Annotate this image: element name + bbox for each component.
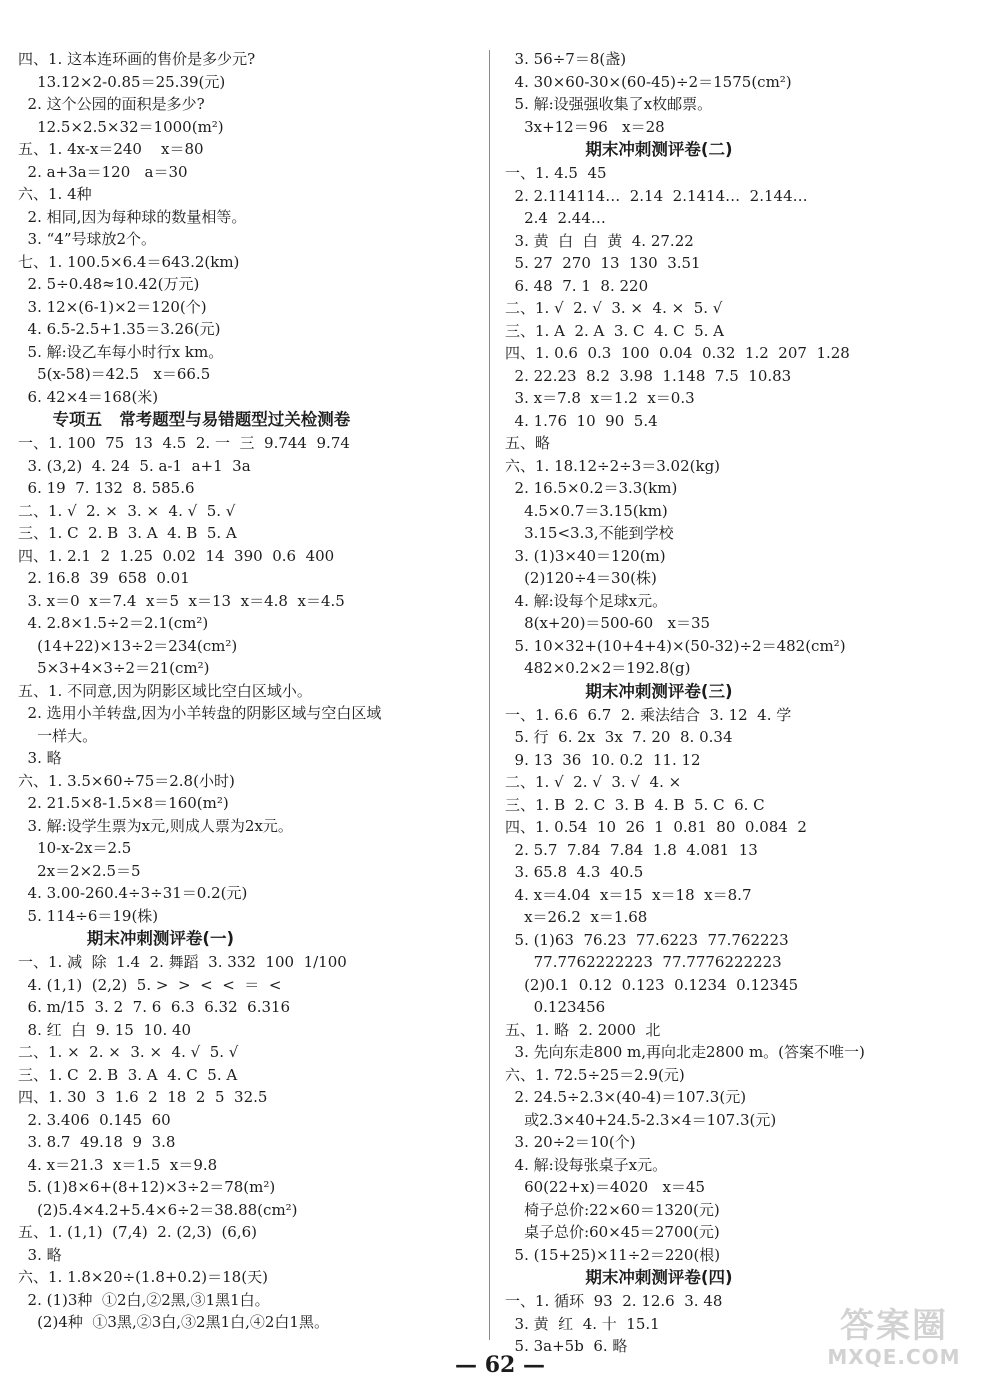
column-divider xyxy=(489,50,490,1340)
answer-line: 四、1. 0.6 0.3 100 0.04 0.32 1.2 207 1.28 xyxy=(505,344,850,362)
answer-line: 2. 22.23 8.2 3.98 1.148 7.5 10.83 xyxy=(505,366,792,385)
answer-line: 5. (15+25)×11÷2＝220(根) xyxy=(505,1245,721,1264)
answer-line: 一、1. 循环 93 2. 12.6 3. 48 xyxy=(505,1292,723,1310)
answer-line: 3. (1)3×40＝120(m) xyxy=(505,546,666,565)
answer-line: 3. “4”号球放2个。 xyxy=(18,230,157,248)
answer-line: 6. m/15 3. 2 7. 6 6.3 6.32 6.316 xyxy=(18,998,291,1016)
answer-line: 2. 选用小羊转盘,因为小羊转盘的阴影区域与空白区域 xyxy=(18,704,382,722)
answer-line: 4. (1,1) (2,2) 5. > > < < ＝ < xyxy=(18,975,282,994)
answer-line: 9. 13 36 10. 0.2 11. 12 xyxy=(505,750,701,769)
answer-line: 六、1. 4种 xyxy=(18,185,92,203)
answer-line: 2. 相同,因为每种球的数量相等。 xyxy=(18,207,247,226)
answer-line: 3. 65.8 4.3 40.5 xyxy=(505,863,644,881)
answer-line: 5. 解:设强强收集了x枚邮票。 xyxy=(505,95,713,113)
answer-line: (2)120÷4＝30(株) xyxy=(505,569,657,587)
watermark-logo xyxy=(814,1306,974,1374)
answer-line: 5(x-58)＝42.5 x＝66.5 xyxy=(18,365,211,383)
answer-line: 2. 这个公园的面积是多少? xyxy=(18,95,205,113)
answer-line: 六、1. 1.8×20÷(1.8+0.2)＝18(天) xyxy=(18,1268,268,1286)
answer-line: 0.123456 xyxy=(505,998,606,1016)
answer-line: x＝26.2 x＝1.68 xyxy=(505,908,648,926)
answer-line: 或2.3×40+24.5-2.3×4＝107.3(元) xyxy=(505,1110,777,1129)
answer-line: 一、1. 6.6 6.7 2. 乘法结合 3. 12 4. 学 xyxy=(505,705,792,724)
answer-line: 2. a+3a＝120 a＝30 xyxy=(18,162,188,181)
answer-line: 六、1. 72.5÷25＝2.9(元) xyxy=(505,1065,685,1084)
answer-line: 2. (1)3种 ①2白,②2黑,③1黑1白。 xyxy=(18,1290,270,1309)
section-title: 期末冲刺测评卷(三) xyxy=(505,681,733,701)
answer-line: 一、1. 减 除 1.4 2. 舞蹈 3. 332 100 1/100 xyxy=(18,953,347,971)
answer-line: 5. 3a+5b 6. 略 xyxy=(505,1337,628,1355)
answer-line: 5. 27 270 13 130 3.51 xyxy=(505,254,701,272)
answer-line: 3. 略 xyxy=(18,749,62,767)
answer-line: 五、1. 4x-x＝240 x＝80 xyxy=(18,140,204,158)
answer-line: 2. 21.5×8-1.5×8＝160(m²) xyxy=(18,794,229,812)
answer-line: 13.12×2-0.85＝25.39(元) xyxy=(18,72,226,91)
answer-line: 3.15<3.3,不能到学校 xyxy=(505,524,674,542)
answer-line: 六、1. 18.12÷2÷3＝3.02(kg) xyxy=(505,456,721,475)
answer-line: 6. 19 7. 132 8. 585.6 xyxy=(18,479,195,497)
answer-line: 5. (1)8×6+(8+12)×3÷2＝78(m²) xyxy=(18,1178,276,1196)
answer-line: 三、1. C 2. B 3. A 4. B 5. A xyxy=(18,524,237,542)
answer-line: 四、1. 这本连环画的售价是多少元? xyxy=(18,50,256,68)
answer-line: 6. 48 7. 1 8. 220 xyxy=(505,276,649,295)
answer-line: 四、1. 30 3 1.6 2 18 2 5 32.5 xyxy=(18,1088,268,1106)
answer-line: (2)5.4×4.2+5.4×6÷2＝38.88(cm²) xyxy=(18,1200,298,1219)
answer-line: 4. 1.76 10 90 5.4 xyxy=(505,411,658,430)
left-answer-column xyxy=(18,48,480,1334)
answer-line: 10-x-2x＝2.5 xyxy=(18,839,132,857)
answer-line: 482×0.2×2＝192.8(g) xyxy=(505,659,691,677)
watermark-url: MXQE.COM xyxy=(827,1345,961,1369)
answer-line: 3. x＝7.8 x＝1.2 x＝0.3 xyxy=(505,389,695,407)
answer-line: 二、1. √ 2. × 3. × 4. √ 5. √ xyxy=(18,501,236,520)
answer-line: 4. 解:设每张桌子x元。 xyxy=(505,1155,668,1174)
answer-line: 一、1. 100 75 13 4.5 2. 一 三 9.744 9.74 xyxy=(18,434,350,452)
answer-line: 5×3+4×3÷2＝21(cm²) xyxy=(18,659,210,677)
answer-line: 2. 16.8 39 658 0.01 xyxy=(18,569,190,587)
answer-line: 2.4 2.44… xyxy=(505,209,606,227)
answer-line: (2)4种 ①3黑,②3白,③2黑1白,④2白1黑。 xyxy=(18,1313,329,1331)
answer-line: 3. x＝0 x＝7.4 x＝5 x＝13 x＝4.8 x＝4.5 xyxy=(18,591,345,610)
answer-line: 5. 解:设乙车每小时行x km。 xyxy=(18,342,224,361)
answer-line: 4.5×0.7＝3.15(km) xyxy=(505,501,668,520)
answer-line: 3. 56÷7＝8(盏) xyxy=(505,50,627,68)
watermark-logo-text: 答案圈 xyxy=(840,1306,948,1346)
answer-line: 五、1. (1,1) (7,4) 2. (2,3) (6,6) xyxy=(18,1223,258,1241)
answer-line: 三、1. C 2. B 3. A 4. C 5. A xyxy=(18,1065,238,1084)
section-title: 期末冲刺测评卷(二) xyxy=(505,140,733,159)
answer-line: 二、1. √ 2. √ 3. √ 4. × xyxy=(505,773,682,791)
answer-line: 3. (3,2) 4. 24 5. a-1 a+1 3a xyxy=(18,456,251,475)
answer-line: 2. 24.5÷2.3×(40-4)＝107.3(元) xyxy=(505,1088,747,1106)
answer-line: 3. 20÷2＝10(个) xyxy=(505,1133,636,1151)
answer-line: 8(x+20)＝500-60 x＝35 xyxy=(505,614,711,632)
answer-line: 4. 解:设每个足球x元。 xyxy=(505,591,668,610)
answer-line: 5. 114÷6＝19(株) xyxy=(18,906,159,925)
answer-line: 二、1. × 2. × 3. × 4. √ 5. √ xyxy=(18,1043,239,1061)
answer-line: 二、1. √ 2. √ 3. × 4. × 5. √ xyxy=(505,299,723,317)
answer-line: 4. x＝21.3 x＝1.5 x＝9.8 xyxy=(18,1155,218,1174)
answer-line: 3. 8.7 49.18 9 3.8 xyxy=(18,1133,176,1151)
answer-line: 2. 3.406 0.145 60 xyxy=(18,1110,171,1129)
answer-line: 2. 16.5×0.2＝3.3(km) xyxy=(505,479,678,497)
answer-line: 五、1. 不同意,因为阴影区域比空白区域小。 xyxy=(18,681,312,700)
answer-line: 三、1. A 2. A 3. C 4. C 5. A xyxy=(505,321,724,340)
answer-line: 5. 10×32+(10+4+4)×(50-32)÷2＝482(cm²) xyxy=(505,636,846,655)
answer-line: 3. 黄 红 4. 十 15.1 xyxy=(505,1314,660,1333)
answer-line: 4. 30×60-30×(60-45)÷2＝1575(cm²) xyxy=(505,72,792,91)
answer-line: 3. 12×(6-1)×2＝120(个) xyxy=(18,297,207,316)
answer-line: 四、1. 2.1 2 1.25 0.02 14 390 0.6 400 xyxy=(18,546,335,565)
answer-line: (14+22)×13÷2＝234(cm²) xyxy=(18,636,238,655)
section-title: 期末冲刺测评卷(四) xyxy=(505,1268,733,1287)
answer-line: 椅子总价:22×60＝1320(元) xyxy=(505,1200,720,1219)
answer-line: 2x＝2×2.5＝5 xyxy=(18,861,141,880)
answer-line: 4. 3.00-260.4÷3÷31＝0.2(元) xyxy=(18,884,248,902)
answer-line: 3. 解:设学生票为x元,则成人票为2x元。 xyxy=(18,816,293,835)
answer-line: 七、1. 100.5×6.4＝643.2(km) xyxy=(18,252,240,271)
answer-line: 四、1. 0.54 10 26 1 0.81 80 0.084 2 xyxy=(505,818,807,836)
answer-line: 三、1. B 2. C 3. B 4. B 5. C 6. C xyxy=(505,795,765,814)
answer-line: 一样大。 xyxy=(18,726,98,745)
answer-line: (2)0.1 0.12 0.123 0.1234 0.12345 xyxy=(505,975,799,994)
answer-line: 60(22+x)＝4020 x＝45 xyxy=(505,1178,706,1196)
right-answer-column xyxy=(505,48,983,1358)
answer-line: 3. 略 xyxy=(18,1245,62,1264)
answer-line: 3x+12＝96 x＝28 xyxy=(505,117,665,136)
answer-line: 8. 红 白 9. 15 10. 40 xyxy=(18,1020,192,1039)
answer-line: 6. 42×4＝168(米) xyxy=(18,387,159,406)
answer-line: 5. (1)63 76.23 77.6223 77.762223 xyxy=(505,930,789,949)
answer-line: 4. x＝4.04 x＝15 x＝18 x＝8.7 xyxy=(505,885,752,904)
answer-line: 一、1. 4.5 45 xyxy=(505,164,607,182)
answer-line: 4. 6.5-2.5+1.35＝3.26(元) xyxy=(18,320,221,338)
answer-line: 3. 黄 白 白 黄 4. 27.22 xyxy=(505,231,694,250)
answer-line: 六、1. 3.5×60÷75＝2.8(小时) xyxy=(18,771,235,790)
answer-line: 77.7762222223 77.7776222223 xyxy=(505,953,782,971)
answer-line: 3. 先向东走800 m,再向北走2800 m。(答案不唯一) xyxy=(505,1043,865,1061)
answer-line: 桌子总价:60×45＝2700(元) xyxy=(505,1223,720,1241)
answer-line: 五、略 xyxy=(505,434,551,452)
answer-line: 2. 5÷0.48≈10.42(万元) xyxy=(18,275,200,293)
section-title: 专项五 常考题型与易错题型过关检测卷 xyxy=(18,410,351,429)
section-title: 期末冲刺测评卷(一) xyxy=(18,929,235,948)
answer-line: 2. 5.7 7.84 7.84 1.8 4.081 13 xyxy=(505,840,758,859)
answer-line: 2. 2.114114… 2.14 2.1414… 2.144… xyxy=(505,186,808,205)
answer-line: 12.5×2.5×32＝1000(m²) xyxy=(18,117,224,136)
answer-line: 5. 行 6. 2x 3x 7. 20 8. 0.34 xyxy=(505,728,733,746)
answer-line: 五、1. 略 2. 2000 北 xyxy=(505,1020,661,1039)
page-number: — 62 — xyxy=(455,1352,545,1378)
answer-line: 4. 2.8×1.5÷2＝2.1(cm²) xyxy=(18,614,209,632)
